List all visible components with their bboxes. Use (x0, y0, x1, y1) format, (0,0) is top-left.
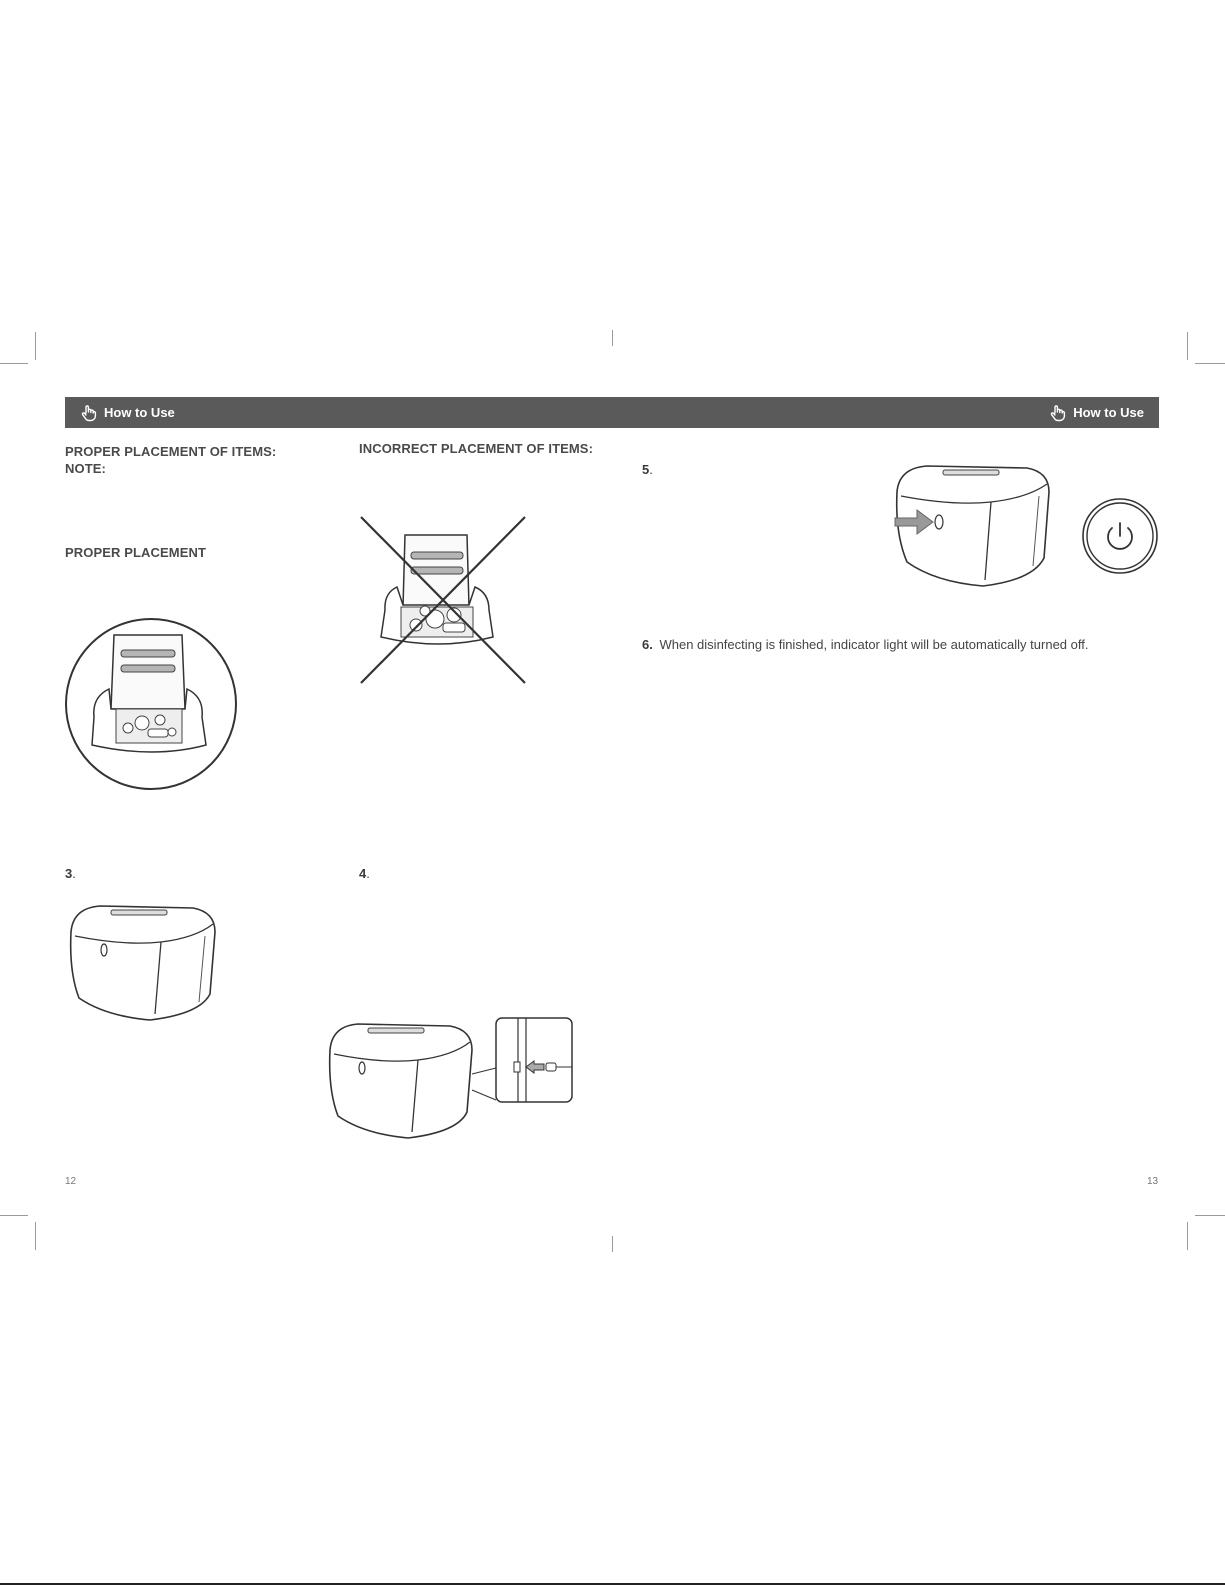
crop-mark (35, 332, 36, 360)
crop-mark (35, 1222, 36, 1250)
page-number-left: 12 (65, 1176, 77, 1187)
header-title-left: How to Use (104, 405, 175, 420)
crop-mark (0, 1215, 28, 1216)
power-button-icon (1081, 497, 1159, 575)
crop-mark (1187, 1222, 1188, 1250)
step-6-row (642, 637, 1088, 652)
incorrect-placement-heading: INCORRECT PLACEMENT OF ITEMS: (359, 441, 594, 456)
proper-placement-illustration (64, 617, 238, 791)
proper-placement-label: PROPER PLACEMENT (65, 545, 207, 560)
step-6-dot: . (649, 637, 653, 652)
header-right (1049, 397, 1144, 428)
crop-mark (612, 330, 613, 346)
step-4-illustration (328, 1016, 578, 1160)
step-5-illustration (893, 462, 1063, 604)
step-5-number: 5. (642, 462, 653, 477)
crop-mark (1195, 363, 1225, 364)
crop-mark (1187, 332, 1188, 360)
step-6-text: When disinfecting is finished, indicator light will be automatically turned off. (659, 637, 1089, 652)
crop-mark (612, 1236, 613, 1252)
section-header-bar (65, 397, 1159, 428)
incorrect-placement-illustration (359, 515, 529, 685)
step-3-illustration (65, 902, 225, 1028)
step-3-number: 3. (65, 866, 76, 881)
note-label: NOTE: (65, 461, 106, 476)
pointing-hand-icon (80, 404, 98, 422)
step-6-number: 6 (642, 637, 650, 652)
header-title-right: How to Use (1073, 405, 1144, 420)
page-number-right: 13 (1147, 1176, 1159, 1187)
proper-placement-heading: PROPER PLACEMENT OF ITEMS: (65, 444, 277, 459)
crop-mark (0, 363, 28, 364)
pointing-hand-icon (1049, 404, 1067, 422)
crop-mark (1195, 1215, 1225, 1216)
step-4-number: 4. (359, 866, 370, 881)
header-left (80, 397, 175, 428)
